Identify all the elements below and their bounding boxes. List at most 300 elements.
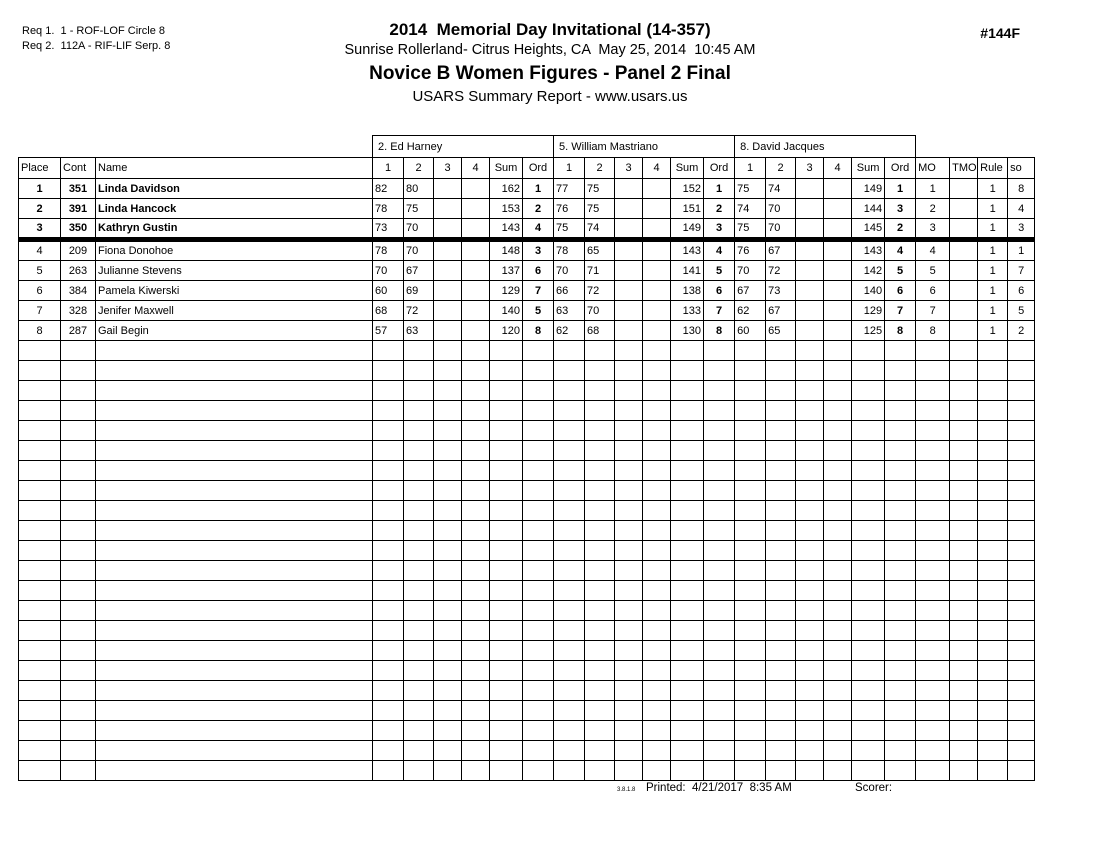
ord-cell: 1 — [704, 179, 735, 199]
mo-cell — [916, 761, 950, 781]
score-cell — [585, 501, 615, 521]
score-cell — [462, 541, 490, 561]
ord-cell: 3 — [523, 240, 554, 261]
ord-cell — [523, 601, 554, 621]
results-table — [18, 135, 1035, 781]
table-row — [19, 240, 1035, 261]
score-cell — [643, 621, 671, 641]
cont-cell: 328 — [61, 301, 96, 321]
score-cell — [585, 761, 615, 781]
cont-cell: 209 — [61, 240, 96, 261]
score-cell — [373, 401, 404, 421]
score-cell — [824, 281, 852, 301]
place-cell — [19, 701, 61, 721]
so-cell — [1008, 581, 1035, 601]
ord-cell: 4 — [885, 240, 916, 261]
place-cell — [19, 641, 61, 661]
rule-cell: 1 — [978, 219, 1008, 240]
score-cell — [824, 641, 852, 661]
requirement-2: Req 2. 112A - RIF-LIF Serp. 8 — [22, 40, 171, 52]
sum-cell: 143 — [490, 219, 523, 240]
score-cell — [434, 721, 462, 741]
score-cell — [585, 561, 615, 581]
score-cell — [373, 501, 404, 521]
score-cell — [434, 701, 462, 721]
name-cell: Pamela Kiwerski — [96, 281, 373, 301]
sum-cell — [671, 601, 704, 621]
score-cell — [615, 581, 643, 601]
score-cell — [796, 461, 824, 481]
place-cell — [19, 761, 61, 781]
so-cell — [1008, 521, 1035, 541]
mo-cell — [916, 681, 950, 701]
score-cell — [462, 281, 490, 301]
column-header: 3 — [434, 158, 462, 179]
ord-cell — [885, 681, 916, 701]
score-cell — [585, 481, 615, 501]
tmo-cell — [950, 401, 978, 421]
place-cell: 3 — [19, 219, 61, 240]
score-cell — [554, 481, 585, 501]
so-cell: 3 — [1008, 219, 1035, 240]
name-cell: Linda Hancock — [96, 199, 373, 219]
name-cell — [96, 401, 373, 421]
ord-cell — [885, 401, 916, 421]
sum-cell: 140 — [490, 301, 523, 321]
empty-row — [19, 521, 1035, 541]
score-cell — [462, 721, 490, 741]
score-cell — [643, 601, 671, 621]
cont-cell — [61, 641, 96, 661]
judge-header-row — [19, 136, 1035, 158]
score-cell — [434, 481, 462, 501]
score-cell — [643, 561, 671, 581]
ord-cell — [704, 581, 735, 601]
score-cell — [404, 641, 434, 661]
place-cell — [19, 741, 61, 761]
cont-cell — [61, 461, 96, 481]
tmo-cell — [950, 741, 978, 761]
sum-cell — [490, 681, 523, 701]
place-cell — [19, 721, 61, 741]
score-cell: 57 — [373, 321, 404, 341]
so-cell — [1008, 621, 1035, 641]
ord-cell — [885, 481, 916, 501]
sum-cell — [490, 521, 523, 541]
score-cell — [434, 401, 462, 421]
cont-cell — [61, 501, 96, 521]
ord-cell — [523, 441, 554, 461]
score-cell — [643, 219, 671, 240]
tmo-cell — [950, 441, 978, 461]
score-cell: 67 — [404, 261, 434, 281]
score-cell — [766, 561, 796, 581]
cont-cell — [61, 581, 96, 601]
column-header: so — [1008, 158, 1035, 179]
place-cell — [19, 401, 61, 421]
cont-cell — [61, 521, 96, 541]
score-cell: 74 — [585, 219, 615, 240]
score-cell — [434, 421, 462, 441]
score-cell — [796, 401, 824, 421]
score-cell: 82 — [373, 179, 404, 199]
score-cell — [585, 601, 615, 621]
cont-cell — [61, 361, 96, 381]
sum-cell — [671, 681, 704, 701]
score-cell — [434, 321, 462, 341]
table-row — [19, 179, 1035, 199]
tmo-cell — [950, 481, 978, 501]
sum-cell — [852, 401, 885, 421]
mo-cell — [916, 641, 950, 661]
name-cell — [96, 601, 373, 621]
score-cell — [585, 681, 615, 701]
score-cell — [766, 701, 796, 721]
score-cell — [796, 701, 824, 721]
tmo-cell — [950, 761, 978, 781]
place-cell — [19, 521, 61, 541]
score-cell — [643, 741, 671, 761]
cont-cell — [61, 381, 96, 401]
score-cell — [824, 261, 852, 281]
title-block — [0, 21, 1100, 104]
score-cell: 72 — [404, 301, 434, 321]
tmo-cell — [950, 641, 978, 661]
place-cell — [19, 421, 61, 441]
score-cell — [404, 461, 434, 481]
score-cell — [554, 661, 585, 681]
name-cell — [96, 341, 373, 361]
score-cell — [643, 761, 671, 781]
score-cell — [643, 641, 671, 661]
rule-cell: 1 — [978, 261, 1008, 281]
ord-cell: 2 — [523, 199, 554, 219]
printed-label: Printed: — [646, 782, 686, 794]
score-cell — [735, 501, 766, 521]
ord-cell — [704, 721, 735, 741]
score-cell — [434, 521, 462, 541]
score-cell — [585, 721, 615, 741]
rule-cell — [978, 481, 1008, 501]
score-cell: 74 — [766, 179, 796, 199]
column-header: 4 — [462, 158, 490, 179]
score-cell — [554, 541, 585, 561]
sum-cell: 148 — [490, 240, 523, 261]
score-cell — [824, 240, 852, 261]
column-header: Rule — [978, 158, 1008, 179]
sum-cell — [490, 441, 523, 461]
score-cell — [373, 441, 404, 461]
column-header: Ord — [704, 158, 735, 179]
ord-cell: 2 — [704, 199, 735, 219]
score-cell — [462, 199, 490, 219]
score-cell — [735, 401, 766, 421]
name-cell — [96, 621, 373, 641]
empty-row — [19, 401, 1035, 421]
ord-cell — [885, 661, 916, 681]
score-cell — [796, 301, 824, 321]
score-cell: 68 — [373, 301, 404, 321]
score-cell — [735, 421, 766, 441]
ord-cell — [523, 561, 554, 581]
so-cell: 2 — [1008, 321, 1035, 341]
score-cell — [373, 561, 404, 581]
place-cell — [19, 601, 61, 621]
score-cell — [462, 481, 490, 501]
rule-cell — [978, 721, 1008, 741]
mo-cell — [916, 381, 950, 401]
score-cell — [615, 601, 643, 621]
ord-cell — [523, 641, 554, 661]
ord-cell: 6 — [523, 261, 554, 281]
rule-cell: 1 — [978, 281, 1008, 301]
score-cell: 63 — [554, 301, 585, 321]
score-cell — [404, 421, 434, 441]
cont-cell: 263 — [61, 261, 96, 281]
sum-cell — [490, 401, 523, 421]
column-header: 3 — [796, 158, 824, 179]
column-header: 4 — [643, 158, 671, 179]
score-cell — [824, 621, 852, 641]
score-cell — [404, 441, 434, 461]
score-cell — [554, 441, 585, 461]
rule-cell — [978, 601, 1008, 621]
score-cell — [766, 681, 796, 701]
score-cell — [796, 321, 824, 341]
score-cell — [434, 341, 462, 361]
score-cell — [554, 561, 585, 581]
score-cell — [824, 661, 852, 681]
place-cell: 6 — [19, 281, 61, 301]
score-cell — [735, 361, 766, 381]
score-cell — [404, 601, 434, 621]
cont-cell — [61, 401, 96, 421]
score-cell: 76 — [554, 199, 585, 219]
empty-row — [19, 621, 1035, 641]
name-cell — [96, 421, 373, 441]
tmo-cell — [950, 721, 978, 741]
score-cell — [766, 481, 796, 501]
ord-cell — [885, 601, 916, 621]
score-cell — [796, 561, 824, 581]
ord-cell — [885, 461, 916, 481]
score-cell — [796, 199, 824, 219]
ord-cell: 2 — [885, 219, 916, 240]
score-cell — [585, 421, 615, 441]
score-cell — [824, 219, 852, 240]
name-cell — [96, 641, 373, 661]
printed-value: 4/21/2017 8:35 AM — [692, 782, 792, 794]
sum-cell: 129 — [852, 301, 885, 321]
score-cell — [373, 741, 404, 761]
cont-cell — [61, 741, 96, 761]
rule-cell: 1 — [978, 301, 1008, 321]
ord-cell — [885, 741, 916, 761]
score-cell: 77 — [554, 179, 585, 199]
score-cell — [462, 441, 490, 461]
score-cell — [434, 179, 462, 199]
ord-cell — [704, 681, 735, 701]
score-cell — [554, 721, 585, 741]
score-cell — [643, 441, 671, 461]
mo-cell — [916, 581, 950, 601]
score-cell — [615, 701, 643, 721]
column-header: Cont — [61, 158, 96, 179]
sum-cell: 137 — [490, 261, 523, 281]
place-cell: 4 — [19, 240, 61, 261]
sum-cell: 120 — [490, 321, 523, 341]
score-cell — [615, 721, 643, 741]
score-cell: 68 — [585, 321, 615, 341]
sum-cell — [490, 341, 523, 361]
score-cell — [615, 661, 643, 681]
sum-cell — [490, 581, 523, 601]
ord-cell: 8 — [704, 321, 735, 341]
column-header: 4 — [824, 158, 852, 179]
score-cell — [434, 741, 462, 761]
score-cell — [462, 681, 490, 701]
score-cell — [735, 661, 766, 681]
sum-cell — [852, 381, 885, 401]
score-cell — [585, 741, 615, 761]
ord-cell: 7 — [523, 281, 554, 301]
tmo-cell — [950, 621, 978, 641]
sum-cell — [490, 561, 523, 581]
score-cell — [643, 281, 671, 301]
score-cell — [434, 761, 462, 781]
score-cell — [462, 179, 490, 199]
cont-cell — [61, 681, 96, 701]
score-cell — [824, 361, 852, 381]
score-cell — [554, 401, 585, 421]
score-cell: 71 — [585, 261, 615, 281]
score-cell — [404, 661, 434, 681]
sum-cell — [852, 421, 885, 441]
score-cell — [735, 621, 766, 641]
mo-cell: 5 — [916, 261, 950, 281]
score-cell — [462, 581, 490, 601]
mo-cell — [916, 401, 950, 421]
score-cell — [404, 561, 434, 581]
empty-row — [19, 421, 1035, 441]
so-cell — [1008, 481, 1035, 501]
tmo-cell — [950, 501, 978, 521]
column-header: 2 — [766, 158, 796, 179]
score-cell — [824, 761, 852, 781]
so-cell: 7 — [1008, 261, 1035, 281]
tmo-cell — [950, 321, 978, 341]
score-cell — [824, 341, 852, 361]
score-cell — [766, 761, 796, 781]
place-cell — [19, 661, 61, 681]
name-cell — [96, 721, 373, 741]
score-cell — [462, 641, 490, 661]
sum-cell: 144 — [852, 199, 885, 219]
score-cell: 70 — [373, 261, 404, 281]
ord-cell — [885, 541, 916, 561]
score-cell — [585, 661, 615, 681]
place-cell: 1 — [19, 179, 61, 199]
score-cell: 70 — [404, 219, 434, 240]
score-cell — [824, 501, 852, 521]
score-cell: 78 — [373, 240, 404, 261]
score-cell — [824, 601, 852, 621]
rule-cell — [978, 381, 1008, 401]
empty-row — [19, 481, 1035, 501]
score-cell — [643, 501, 671, 521]
sum-cell: 125 — [852, 321, 885, 341]
score-cell: 62 — [735, 301, 766, 321]
score-cell — [615, 281, 643, 301]
ord-cell — [885, 761, 916, 781]
tmo-cell — [950, 661, 978, 681]
sum-cell: 141 — [671, 261, 704, 281]
sum-cell — [852, 521, 885, 541]
score-cell — [735, 381, 766, 401]
ord-cell — [704, 481, 735, 501]
score-cell — [434, 261, 462, 281]
sum-cell: 143 — [852, 240, 885, 261]
score-cell — [796, 761, 824, 781]
rule-cell — [978, 441, 1008, 461]
tmo-cell — [950, 461, 978, 481]
report-type-line: USARS Summary Report - www.usars.us — [412, 87, 688, 105]
score-cell — [554, 521, 585, 541]
place-cell: 2 — [19, 199, 61, 219]
score-cell — [434, 441, 462, 461]
score-cell — [554, 761, 585, 781]
score-cell — [585, 581, 615, 601]
score-cell — [434, 301, 462, 321]
mo-cell — [916, 421, 950, 441]
mo-cell — [916, 481, 950, 501]
ord-cell — [885, 441, 916, 461]
sum-cell: 149 — [671, 219, 704, 240]
score-cell — [404, 361, 434, 381]
score-cell — [615, 240, 643, 261]
tmo-cell — [950, 381, 978, 401]
sum-cell — [671, 381, 704, 401]
score-cell — [404, 621, 434, 641]
mo-cell — [916, 561, 950, 581]
score-cell — [434, 661, 462, 681]
score-cell — [643, 381, 671, 401]
score-cell — [462, 219, 490, 240]
sum-cell — [852, 621, 885, 641]
sum-cell — [671, 461, 704, 481]
score-cell — [643, 661, 671, 681]
cont-cell — [61, 721, 96, 741]
score-cell — [796, 381, 824, 401]
score-cell — [373, 721, 404, 741]
score-cell — [434, 199, 462, 219]
score-cell — [735, 741, 766, 761]
ord-cell — [885, 421, 916, 441]
sum-cell — [671, 581, 704, 601]
ord-cell: 1 — [523, 179, 554, 199]
rule-cell — [978, 361, 1008, 381]
score-cell — [735, 461, 766, 481]
name-cell: Jenifer Maxwell — [96, 301, 373, 321]
sum-cell — [671, 361, 704, 381]
score-cell: 63 — [404, 321, 434, 341]
score-cell — [404, 741, 434, 761]
score-cell — [615, 361, 643, 381]
score-cell — [643, 681, 671, 701]
score-cell — [404, 381, 434, 401]
sum-cell — [852, 561, 885, 581]
sum-cell — [852, 641, 885, 661]
